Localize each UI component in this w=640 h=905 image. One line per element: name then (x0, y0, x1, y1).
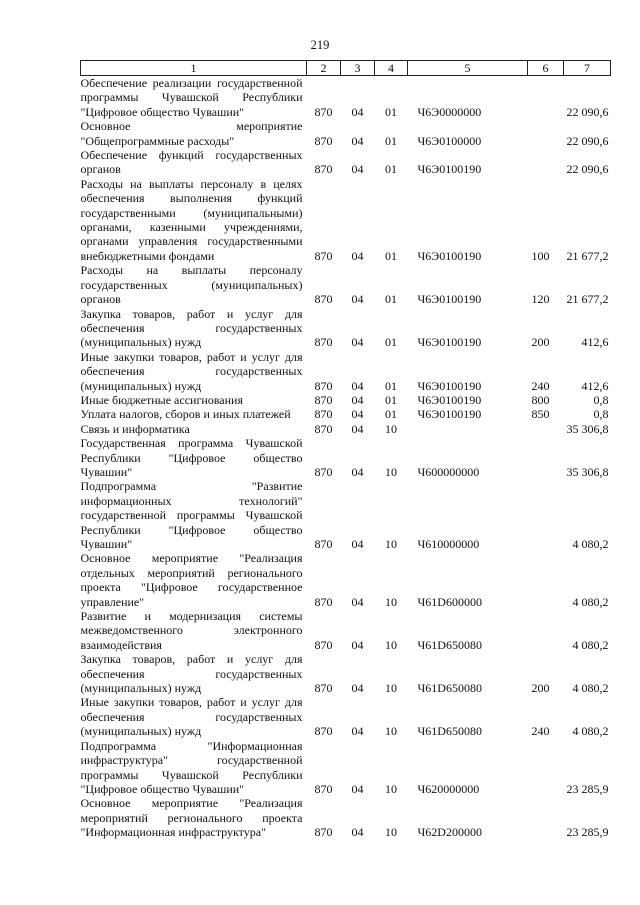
cell-expense-type (528, 551, 564, 609)
cell-admin-code: 870 (314, 104, 333, 119)
cell-expense-type: 120 (531, 292, 550, 307)
cell-admin-code: 870 (314, 724, 333, 739)
column-header: 4 (375, 61, 408, 76)
cell-target-article (408, 422, 528, 436)
cell-admin-code: 870 (314, 421, 333, 436)
cell-target-article: Ч6Э0000000 (417, 104, 482, 119)
table-row (81, 407, 611, 421)
row-name: Иные закупки товаров, работ и услуг для обеспечения государственных (муниципальных) нужд (80, 695, 303, 739)
cell-expense-type: 240 (531, 724, 550, 739)
cell-amount: 4 080,2 (572, 681, 609, 696)
row-name: Связь и информатика (80, 421, 190, 436)
cell-section: 04 (351, 537, 364, 551)
cell-section: 04 (351, 681, 364, 696)
table-row (81, 307, 611, 350)
cell-admin-code: 870 (314, 162, 333, 177)
cell-admin-code: 870 (314, 335, 333, 350)
row-name: Закупка товаров, работ и услуг для обеспечения государственных (муниципальных) нужд (80, 306, 303, 350)
row-name: Расходы на выплаты персоналу государственных (муниципальных) органов (80, 263, 303, 307)
cell-amount: 22 090,6 (566, 104, 609, 119)
cell-admin-code: 870 (314, 407, 333, 422)
table-row (81, 551, 611, 609)
cell-admin-code: 870 (314, 594, 333, 609)
cell-section: 04 (351, 407, 364, 422)
cell-target-article: Ч6Э0100000 (417, 133, 482, 148)
cell-amount: 0,8 (593, 407, 609, 422)
cell-subsection: 01 (385, 407, 397, 422)
column-header: 6 (528, 61, 564, 76)
cell-subsection: 01 (385, 133, 397, 148)
page-number: 219 (310, 38, 330, 52)
cell-amount: 412,6 (581, 378, 609, 393)
cell-target-article: Ч61D650080 (417, 724, 482, 739)
cell-section: 04 (351, 594, 364, 609)
cell-expense-type (528, 609, 564, 652)
table-row (81, 422, 611, 436)
table-row (81, 263, 611, 306)
cell-subsection: 10 (385, 637, 397, 652)
row-name: Расходы на выплаты персоналу в целях обеспечения выполнения функций государственными (муниципальными) органами, казенными учреждениями, органами управления государственными внебюджетными фондами (80, 176, 303, 263)
cell-subsection: 10 (385, 781, 397, 796)
cell-admin-code: 870 (314, 637, 333, 652)
cell-amount: 35 306,8 (566, 464, 609, 479)
cell-admin-code: 870 (314, 825, 333, 840)
cell-target-article: Ч6Э0100190 (417, 162, 482, 177)
cell-subsection: 10 (385, 421, 397, 436)
cell-amount: 21 677,2 (566, 292, 609, 307)
cell-expense-type (528, 422, 564, 436)
cell-admin-code: 870 (314, 681, 333, 696)
cell-admin-code: 870 (314, 248, 333, 263)
cell-target-article: Ч61D600000 (417, 594, 482, 609)
row-name: Обеспечение реализации государственной программы Чувашской Республики "Цифровое общество Чувашии" (80, 76, 303, 119)
row-name: Основное мероприятие "Реализация отдельных мероприятий регионального проекта "Цифровое государственное управление" (80, 551, 303, 609)
row-name: Подпрограмма "Развитие информационных технологий" государственной программы Чувашской Республики "Цифровое общество Чувашии" (80, 479, 303, 551)
cell-admin-code: 870 (314, 378, 333, 393)
cell-subsection: 10 (385, 537, 397, 551)
cell-section: 04 (351, 724, 364, 739)
cell-target-article: Ч61D650080 (417, 681, 482, 696)
cell-subsection: 01 (385, 335, 397, 350)
cell-expense-type (528, 479, 564, 551)
cell-amount: 4 080,2 (572, 724, 609, 739)
row-name: Закупка товаров, работ и услуг для обеспечения государственных (муниципальных) нужд (80, 652, 303, 696)
row-name: Развитие и модернизация системы межведомственного электронного взаимодействия (80, 609, 303, 652)
cell-amount: 4 080,2 (572, 637, 609, 652)
row-name: Иные бюджетные ассигнования (80, 392, 243, 407)
cell-subsection: 01 (385, 392, 397, 407)
cell-section: 04 (351, 248, 364, 263)
row-name: Основное мероприятие "Общепрограммные расходы" (80, 119, 303, 148)
cell-target-article: Ч6Э0100190 (417, 335, 482, 350)
cell-expense-type (528, 796, 564, 839)
cell-expense-type: 850 (531, 407, 550, 422)
cell-amount: 412,6 (581, 335, 609, 350)
cell-section: 04 (351, 292, 364, 307)
cell-amount: 35 306,8 (566, 421, 609, 436)
column-header: 5 (408, 61, 528, 76)
cell-admin-code: 870 (314, 781, 333, 796)
cell-amount: 4 080,2 (572, 537, 609, 551)
column-header: 7 (564, 61, 611, 76)
cell-subsection: 01 (385, 248, 397, 263)
cell-expense-type (528, 148, 564, 177)
cell-expense-type (528, 739, 564, 797)
cell-amount: 0,8 (593, 392, 609, 407)
cell-expense-type: 200 (531, 681, 550, 696)
table-row (81, 739, 611, 797)
cell-admin-code: 870 (314, 292, 333, 307)
cell-section: 04 (351, 162, 364, 177)
cell-admin-code: 870 (314, 133, 333, 148)
cell-section: 04 (351, 133, 364, 148)
row-name: Государственная программа Чувашской Республики "Цифровое общество Чувашии" (80, 436, 303, 479)
cell-expense-type: 200 (531, 335, 550, 350)
row-name: Иные закупки товаров, работ и услуг для обеспечения государственных (муниципальных) нужд (80, 349, 303, 393)
column-header: 3 (341, 61, 375, 76)
table-row (81, 609, 611, 652)
cell-subsection: 01 (385, 104, 397, 119)
cell-target-article: Ч62D200000 (417, 825, 482, 840)
cell-expense-type (528, 436, 564, 479)
cell-target-article: Ч6Э0100190 (417, 248, 482, 263)
table-row (81, 436, 611, 479)
table-body (81, 76, 611, 840)
cell-amount: 21 677,2 (566, 248, 609, 263)
cell-amount: 22 090,6 (566, 133, 609, 148)
cell-target-article: Ч6Э0100190 (417, 378, 482, 393)
header-row (81, 61, 611, 76)
cell-amount: 4 080,2 (572, 594, 609, 609)
cell-target-article: Ч61D650080 (417, 637, 482, 652)
cell-subsection: 10 (385, 681, 397, 696)
cell-section: 04 (351, 637, 364, 652)
cell-expense-type: 240 (531, 378, 550, 393)
table-row (81, 652, 611, 695)
table-row (81, 479, 611, 551)
table-row (81, 695, 611, 738)
cell-section: 04 (351, 392, 364, 407)
cell-subsection: 10 (385, 464, 397, 479)
column-header: 2 (307, 61, 341, 76)
row-name: Уплата налогов, сборов и иных платежей (80, 407, 291, 422)
cell-subsection: 10 (385, 594, 397, 609)
cell-target-article: Ч610000000 (417, 537, 480, 551)
cell-admin-code: 870 (314, 392, 333, 407)
table-row (81, 76, 611, 120)
table-row (81, 796, 611, 839)
table-row (81, 177, 611, 263)
cell-section: 04 (351, 104, 364, 119)
row-name: Основное мероприятие "Реализация мероприятий регионального проекта "Информационная инфраструктура" (80, 796, 303, 840)
cell-target-article: Ч6Э0100190 (417, 407, 482, 422)
cell-amount: 23 285,9 (566, 825, 609, 840)
cell-amount: 22 090,6 (566, 162, 609, 177)
cell-admin-code: 870 (314, 537, 333, 551)
cell-admin-code: 870 (314, 464, 333, 479)
column-header: 1 (81, 61, 307, 76)
cell-target-article: Ч6Э0100190 (417, 292, 482, 307)
cell-target-article: Ч620000000 (417, 781, 480, 796)
cell-subsection: 01 (385, 292, 397, 307)
cell-expense-type: 100 (531, 248, 550, 263)
cell-target-article: Ч600000000 (417, 464, 480, 479)
cell-subsection: 01 (385, 378, 397, 393)
cell-expense-type (528, 119, 564, 148)
cell-subsection: 10 (385, 825, 397, 840)
row-name: Подпрограмма "Информационная инфраструктура" государственной программы Чувашской Республики "Цифровое общество Чувашии" (80, 738, 303, 796)
cell-section: 04 (351, 825, 364, 840)
cell-section: 04 (351, 335, 364, 350)
cell-section: 04 (351, 464, 364, 479)
table-row (81, 119, 611, 148)
row-name: Обеспечение функций государственных органов (80, 148, 303, 177)
cell-expense-type (528, 76, 564, 120)
cell-section: 04 (351, 781, 364, 796)
cell-section: 04 (351, 378, 364, 393)
cell-section: 04 (351, 421, 364, 436)
table-row (81, 148, 611, 177)
budget-table (80, 60, 611, 840)
cell-subsection: 10 (385, 724, 397, 739)
cell-expense-type: 800 (531, 392, 550, 407)
table-row (81, 393, 611, 407)
cell-subsection: 01 (385, 162, 397, 177)
cell-amount: 23 285,9 (566, 781, 609, 796)
table-row (81, 350, 611, 393)
cell-target-article: Ч6Э0100190 (417, 392, 482, 407)
